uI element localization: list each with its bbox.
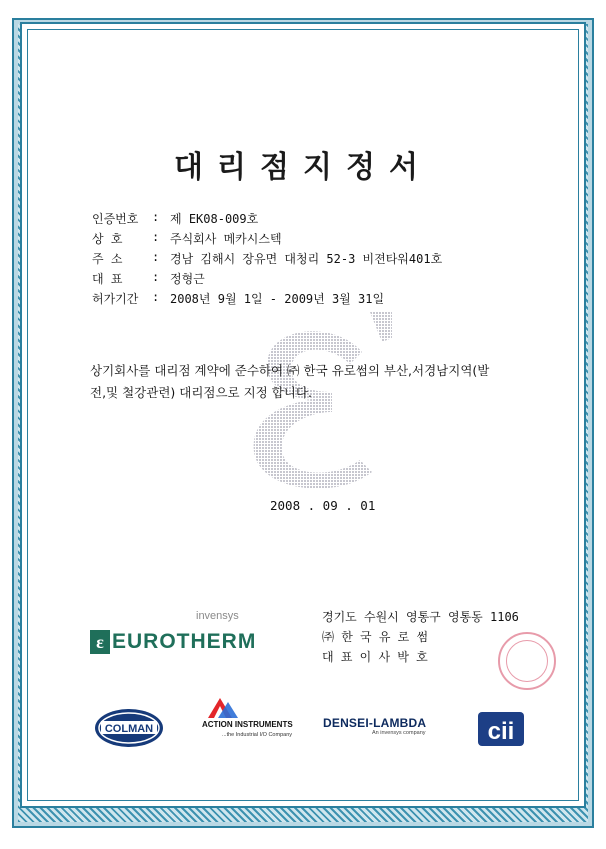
info-label: 인증번호: [92, 212, 139, 226]
info-colon: :: [152, 230, 160, 244]
info-label: 상 호: [92, 232, 123, 246]
cii-logo-text: cii: [487, 718, 515, 745]
colman-logo-icon: [93, 706, 165, 750]
info-label: 허가기간: [92, 292, 139, 306]
info-value: 제 EK08-009호: [170, 212, 259, 226]
certificate-statement: [90, 360, 530, 404]
company-seal-icon: [498, 632, 556, 690]
info-label: 대 표: [92, 272, 123, 286]
action-instruments-tagline: ...the Industrial I/O Company: [222, 732, 293, 738]
info-value: 주식회사 메카시스텍: [170, 232, 282, 246]
action-instruments-name: ACTION INSTRUMENTS: [202, 720, 293, 729]
eurotherm-mark-icon: ε: [90, 630, 110, 654]
issuer-address: 경기도 수원시 영통구 영통동 1106: [322, 610, 519, 624]
issuer-company: ㈜ 한 국 유 로 썸: [322, 630, 429, 644]
seal-inner-ring: [506, 640, 548, 682]
eurotherm-watermark-icon: [232, 312, 392, 502]
info-colon: :: [152, 210, 160, 224]
eurotherm-logo: EUROTHERM: [112, 630, 257, 653]
info-value: 2008년 9월 1일 - 2009년 3월 31일: [170, 292, 385, 306]
document-title: 대리점지정서: [174, 150, 432, 185]
colman-logo-text: COLMAN: [104, 723, 154, 735]
info-colon: :: [152, 270, 160, 284]
densei-lambda-tagline: An invensys company: [372, 730, 426, 736]
info-colon: :: [152, 290, 160, 304]
densei-lambda-name: DENSEI-LAMBDA: [323, 716, 427, 730]
issuer-ceo: 대 표 이 사 박 호: [322, 650, 428, 664]
cii-logo-icon: [478, 708, 524, 748]
info-label: 주 소: [92, 252, 123, 266]
issue-date: 2008 . 09 . 01: [270, 498, 376, 513]
info-colon: :: [152, 250, 160, 264]
invensys-label: invensys: [196, 610, 239, 622]
info-value: 경남 김해시 장유면 대청리 52-3 비젼타워401호: [170, 252, 443, 266]
statement-line-2: 전,및 철강관련) 대리점으로 지정 합니다.: [90, 385, 312, 400]
densei-lambda-logo: [323, 712, 426, 731]
issuer-block: [322, 608, 519, 668]
statement-line-1: 상기회사를 대리점 계약에 준수하여 ㈜ 한국 유로썸의 부산,서경남지역(발: [90, 363, 490, 378]
info-value: 정형근: [170, 272, 205, 286]
